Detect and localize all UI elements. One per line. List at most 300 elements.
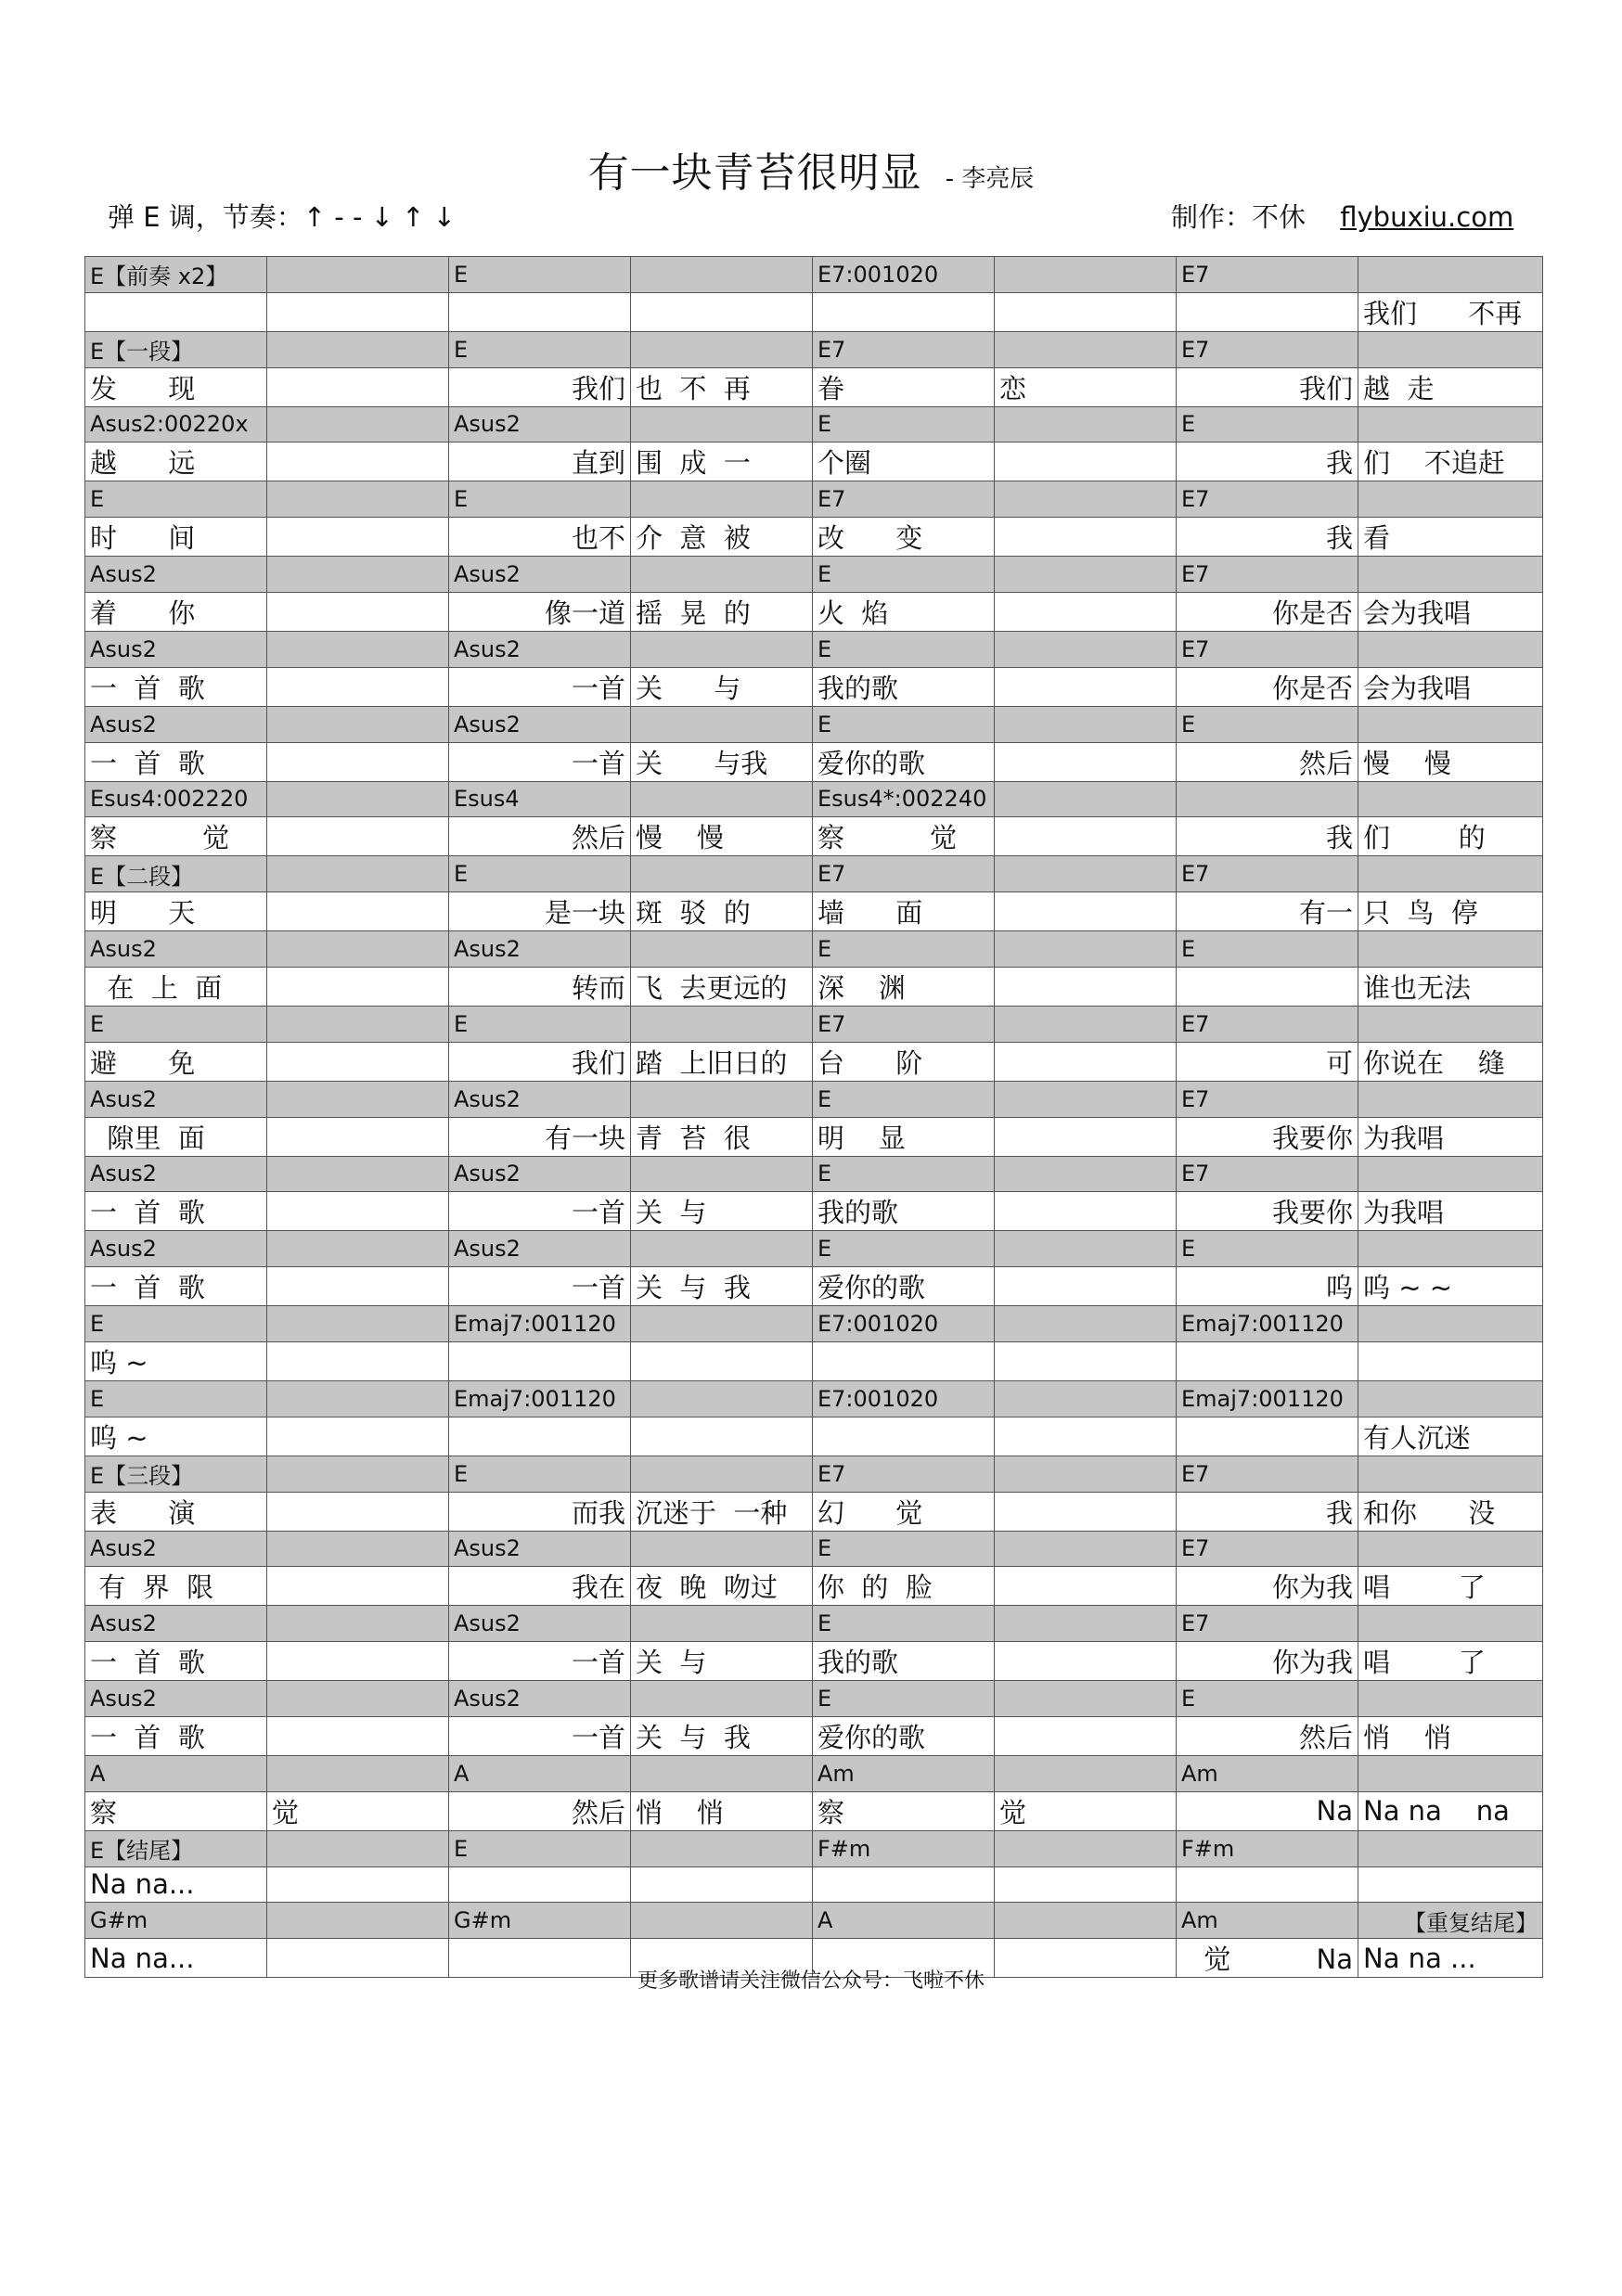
chord-cell bbox=[995, 631, 1177, 667]
lyric-cell: 火 焰 bbox=[813, 592, 995, 631]
chord-row bbox=[85, 856, 1543, 892]
lyric-cell: 避 免 bbox=[85, 1042, 267, 1081]
chord-cell bbox=[1358, 631, 1543, 667]
lyric-cell: 我们 bbox=[449, 367, 631, 406]
lyric-row bbox=[85, 1042, 1543, 1081]
chord-cell: G#m bbox=[449, 1903, 631, 1939]
lyric-cell: 可 bbox=[1177, 1042, 1358, 1081]
chord-row bbox=[85, 1156, 1543, 1192]
chord-cell: Asus2 bbox=[449, 406, 631, 443]
lyric-cell: 我 bbox=[1177, 518, 1358, 557]
lyric-cell bbox=[267, 1567, 449, 1606]
chord-cell bbox=[995, 1755, 1177, 1791]
lyric-cell bbox=[1177, 1866, 1358, 1903]
lyric-cell: 时 间 bbox=[85, 518, 267, 557]
lyric-cell bbox=[631, 292, 813, 331]
lyric-row bbox=[85, 1417, 1543, 1456]
lyric-cell: 一 首 歌 bbox=[85, 1716, 267, 1755]
chord-cell bbox=[1358, 706, 1543, 742]
chord-cell: E bbox=[813, 1681, 995, 1717]
chord-cell: E【三段】 bbox=[85, 1456, 267, 1492]
lyric-cell bbox=[267, 667, 449, 706]
lyric-cell bbox=[995, 1866, 1177, 1903]
chord-cell bbox=[995, 257, 1177, 293]
lyric-cell: 唱 了 bbox=[1358, 1567, 1543, 1606]
lyric-cell bbox=[267, 1642, 449, 1681]
chord-cell: E bbox=[813, 557, 995, 593]
chord-cell: E bbox=[1177, 1231, 1358, 1267]
lyric-cell: 我们 不再 bbox=[1358, 292, 1543, 331]
lyric-cell: 深 渊 bbox=[813, 967, 995, 1006]
chord-cell bbox=[1177, 781, 1358, 817]
key-rhythm: 弹 E 调，节奏：↑ - - ↓ ↑ ↓ bbox=[108, 201, 456, 233]
chord-cell: E7 bbox=[813, 331, 995, 367]
chord-cell: E bbox=[449, 1006, 631, 1042]
lyric-cell: 转而 bbox=[449, 967, 631, 1006]
chord-cell bbox=[267, 1006, 449, 1042]
lyric-row bbox=[85, 1642, 1543, 1681]
chord-row bbox=[85, 706, 1543, 742]
lyric-cell: 有人沉迷 bbox=[1358, 1417, 1543, 1456]
lyric-cell bbox=[1177, 1417, 1358, 1456]
lyric-cell bbox=[995, 742, 1177, 781]
lyric-cell: 介 意 被 bbox=[631, 518, 813, 557]
chord-cell: E7 bbox=[1177, 1531, 1358, 1567]
lyric-cell: 也不 bbox=[449, 518, 631, 557]
lyric-cell bbox=[267, 892, 449, 931]
lyric-cell: 然后 bbox=[449, 817, 631, 856]
chord-cell: Asus2 bbox=[85, 1531, 267, 1567]
lyric-cell: 悄 悄 bbox=[631, 1791, 813, 1830]
lyric-cell: 一首 bbox=[449, 742, 631, 781]
chord-cell bbox=[631, 1081, 813, 1117]
lyric-row bbox=[85, 518, 1543, 557]
lyric-row bbox=[85, 367, 1543, 406]
chord-cell bbox=[631, 1456, 813, 1492]
chord-cell bbox=[1358, 406, 1543, 443]
lyric-cell: 我 bbox=[1177, 443, 1358, 481]
lyric-cell: 在 上 面 bbox=[85, 967, 267, 1006]
chord-cell bbox=[267, 1231, 449, 1267]
lyric-cell: 呜 ~ bbox=[85, 1417, 267, 1456]
chord-row bbox=[85, 1380, 1543, 1417]
lyric-cell bbox=[813, 1341, 995, 1380]
chord-row bbox=[85, 1081, 1543, 1117]
lyric-cell bbox=[995, 1341, 1177, 1380]
lyric-cell: 着 你 bbox=[85, 592, 267, 631]
chord-row bbox=[85, 557, 1543, 593]
chord-cell: E bbox=[813, 706, 995, 742]
chord-cell bbox=[1358, 856, 1543, 892]
lyric-cell: 台 阶 bbox=[813, 1042, 995, 1081]
lyric-cell bbox=[267, 1267, 449, 1306]
lyric-cell: 有一块 bbox=[449, 1117, 631, 1156]
chord-row bbox=[85, 1006, 1543, 1042]
chord-row bbox=[85, 1830, 1543, 1866]
chord-cell: E7 bbox=[1177, 1006, 1358, 1042]
lyric-cell: 关 与 bbox=[631, 1642, 813, 1681]
chord-cell: E bbox=[1177, 406, 1358, 443]
chord-cell bbox=[1358, 1456, 1543, 1492]
chord-cell: E【前奏 x2】 bbox=[85, 257, 267, 293]
chord-cell: E【二段】 bbox=[85, 856, 267, 892]
chord-cell bbox=[267, 781, 449, 817]
lyric-cell: 们 的 bbox=[1358, 817, 1543, 856]
chord-cell: E7 bbox=[1177, 1081, 1358, 1117]
lyric-cell bbox=[995, 518, 1177, 557]
chord-row bbox=[85, 1306, 1543, 1342]
chord-cell bbox=[1358, 331, 1543, 367]
lyric-cell: 觉 bbox=[995, 1791, 1177, 1830]
chord-cell bbox=[267, 631, 449, 667]
lyric-cell: 然后 bbox=[449, 1791, 631, 1830]
lyric-cell: 明 显 bbox=[813, 1117, 995, 1156]
lyric-cell bbox=[995, 1716, 1177, 1755]
chord-cell bbox=[631, 557, 813, 593]
lyric-cell bbox=[267, 1192, 449, 1231]
chord-cell bbox=[267, 1903, 449, 1939]
lyric-cell bbox=[1177, 1341, 1358, 1380]
lyric-cell bbox=[631, 1866, 813, 1903]
chord-row bbox=[85, 631, 1543, 667]
chord-cell: Asus2 bbox=[85, 931, 267, 968]
chord-cell: E7:001020 bbox=[813, 1306, 995, 1342]
lyric-cell bbox=[267, 1117, 449, 1156]
lyric-cell: 一 首 歌 bbox=[85, 742, 267, 781]
chord-cell: Asus2 bbox=[449, 1606, 631, 1642]
lyric-cell bbox=[449, 1417, 631, 1456]
website-link[interactable]: flybuxiu.com bbox=[1340, 201, 1514, 233]
chord-cell bbox=[1358, 1081, 1543, 1117]
lyric-cell: 青 苔 很 bbox=[631, 1117, 813, 1156]
lyric-cell: 幻 觉 bbox=[813, 1492, 995, 1531]
lyric-cell: 然后 bbox=[1177, 742, 1358, 781]
chord-row bbox=[85, 1456, 1543, 1492]
lyric-cell bbox=[995, 1042, 1177, 1081]
chord-cell: E bbox=[449, 1456, 631, 1492]
chord-cell: Am bbox=[813, 1755, 995, 1791]
chord-cell: E7 bbox=[813, 856, 995, 892]
chord-cell: Asus2 bbox=[85, 557, 267, 593]
lyric-cell bbox=[267, 1492, 449, 1531]
chord-cell: E bbox=[813, 1531, 995, 1567]
lyric-cell: 悄 悄 bbox=[1358, 1716, 1543, 1755]
chord-row bbox=[85, 481, 1543, 518]
lyric-cell: 恋 bbox=[995, 367, 1177, 406]
lyric-cell: 关 与 bbox=[631, 1192, 813, 1231]
lyric-cell bbox=[267, 1042, 449, 1081]
lyric-cell bbox=[449, 1341, 631, 1380]
chord-cell: E bbox=[813, 406, 995, 443]
lyric-cell bbox=[813, 292, 995, 331]
lyric-cell: 关 与 bbox=[631, 667, 813, 706]
chord-cell: Asus2 bbox=[449, 1231, 631, 1267]
chord-cell bbox=[1358, 1531, 1543, 1567]
lyric-cell: 越 远 bbox=[85, 443, 267, 481]
chord-row bbox=[85, 331, 1543, 367]
chord-cell: E7 bbox=[813, 1456, 995, 1492]
lyric-cell: 谁也无法 bbox=[1358, 967, 1543, 1006]
chord-cell: E bbox=[813, 631, 995, 667]
lyric-cell: Na na... bbox=[85, 1866, 267, 1903]
lyric-cell: 察 觉 bbox=[813, 817, 995, 856]
title-block bbox=[0, 139, 1622, 199]
chord-cell: E bbox=[85, 1306, 267, 1342]
chord-cell: E【一段】 bbox=[85, 331, 267, 367]
lyric-row bbox=[85, 1192, 1543, 1231]
chord-cell bbox=[995, 1681, 1177, 1717]
lyric-cell bbox=[1358, 1866, 1543, 1903]
chord-cell bbox=[631, 931, 813, 968]
lyric-cell bbox=[267, 1417, 449, 1456]
chord-cell: E7 bbox=[1177, 631, 1358, 667]
chord-row bbox=[85, 1531, 1543, 1567]
chord-cell: A bbox=[813, 1903, 995, 1939]
lyric-cell: 呜 ~ bbox=[85, 1341, 267, 1380]
lyric-cell: 爱你的歌 bbox=[813, 1716, 995, 1755]
lyric-cell: 有 界 限 bbox=[85, 1567, 267, 1606]
lyric-cell: 爱你的歌 bbox=[813, 742, 995, 781]
chord-cell: E bbox=[449, 331, 631, 367]
chord-cell bbox=[631, 1903, 813, 1939]
chord-cell: E7 bbox=[813, 481, 995, 518]
lyric-row bbox=[85, 292, 1543, 331]
lyric-cell: 我要你 bbox=[1177, 1117, 1358, 1156]
lyric-cell: 越 走 bbox=[1358, 367, 1543, 406]
lyric-cell: 我的歌 bbox=[813, 1192, 995, 1231]
chord-cell bbox=[995, 1606, 1177, 1642]
lyric-cell: 慢 慢 bbox=[1358, 742, 1543, 781]
lyric-cell: 只 鸟 停 bbox=[1358, 892, 1543, 931]
lyric-cell: 关 与我 bbox=[631, 742, 813, 781]
chord-cell bbox=[1358, 1681, 1543, 1717]
lyric-cell: 关 与 我 bbox=[631, 1716, 813, 1755]
chord-cell: Asus2 bbox=[449, 706, 631, 742]
chord-cell: Emaj7:001120 bbox=[449, 1306, 631, 1342]
chord-cell bbox=[631, 481, 813, 518]
lyric-cell: 你是否 bbox=[1177, 667, 1358, 706]
lyric-cell: 你是否 bbox=[1177, 592, 1358, 631]
chord-cell bbox=[267, 1830, 449, 1866]
lyric-cell: 呜 bbox=[1177, 1267, 1358, 1306]
chord-cell bbox=[1358, 1830, 1543, 1866]
chord-cell bbox=[267, 1306, 449, 1342]
lyric-cell: 沉迷于 一种 bbox=[631, 1492, 813, 1531]
chord-cell: Asus2 bbox=[449, 1156, 631, 1192]
chord-cell: E7 bbox=[1177, 481, 1358, 518]
chord-cell bbox=[267, 331, 449, 367]
lyric-row bbox=[85, 1117, 1543, 1156]
lyric-cell bbox=[995, 592, 1177, 631]
chord-cell: E bbox=[449, 481, 631, 518]
chord-cell: Esus4:002220 bbox=[85, 781, 267, 817]
chord-cell bbox=[995, 1006, 1177, 1042]
chord-cell bbox=[631, 1681, 813, 1717]
chord-cell bbox=[267, 481, 449, 518]
lyric-cell: 墙 面 bbox=[813, 892, 995, 931]
chord-cell: Asus2 bbox=[85, 1231, 267, 1267]
lyric-cell: 会为我唱 bbox=[1358, 667, 1543, 706]
chord-cell: E7 bbox=[1177, 1456, 1358, 1492]
lyric-cell: 一 首 歌 bbox=[85, 1192, 267, 1231]
chord-cell bbox=[995, 1456, 1177, 1492]
lyric-cell bbox=[1177, 292, 1358, 331]
chord-row bbox=[85, 1755, 1543, 1791]
chord-cell bbox=[631, 406, 813, 443]
chord-cell bbox=[631, 331, 813, 367]
chord-cell bbox=[995, 481, 1177, 518]
chord-cell bbox=[267, 1456, 449, 1492]
chord-cell bbox=[267, 856, 449, 892]
chord-cell: Asus2 bbox=[449, 1081, 631, 1117]
chord-cell bbox=[631, 1231, 813, 1267]
lyric-cell: 有一 bbox=[1177, 892, 1358, 931]
lyric-row bbox=[85, 592, 1543, 631]
lyric-cell bbox=[267, 1341, 449, 1380]
chord-cell bbox=[995, 706, 1177, 742]
chord-cell bbox=[267, 557, 449, 593]
chord-cell bbox=[1358, 781, 1543, 817]
author-info bbox=[1171, 197, 1513, 235]
chord-cell: E7 bbox=[1177, 257, 1358, 293]
lyric-cell bbox=[449, 1866, 631, 1903]
lyric-cell: 我要你 bbox=[1177, 1192, 1358, 1231]
chord-cell bbox=[995, 781, 1177, 817]
chord-cell: E bbox=[449, 257, 631, 293]
lyric-cell: 眷 bbox=[813, 367, 995, 406]
song-title: 有一块青苔很明显 bbox=[587, 149, 922, 197]
chord-cell bbox=[631, 1306, 813, 1342]
chord-cell: E bbox=[85, 1006, 267, 1042]
artist-name: - 李亮辰 bbox=[945, 165, 1035, 193]
chord-cell: E bbox=[813, 1606, 995, 1642]
chord-cell bbox=[631, 1606, 813, 1642]
lyric-cell bbox=[267, 518, 449, 557]
lyric-row bbox=[85, 1866, 1543, 1903]
chord-cell bbox=[995, 1156, 1177, 1192]
lyric-cell: 像一道 bbox=[449, 592, 631, 631]
chord-cell: Am bbox=[1177, 1755, 1358, 1791]
lyric-cell: 我在 bbox=[449, 1567, 631, 1606]
lyric-row bbox=[85, 1716, 1543, 1755]
lyric-cell bbox=[267, 292, 449, 331]
lyric-cell bbox=[995, 1267, 1177, 1306]
chord-cell bbox=[995, 557, 1177, 593]
chord-cell: E bbox=[449, 1830, 631, 1866]
chord-cell: Asus2 bbox=[85, 1606, 267, 1642]
lyric-row bbox=[85, 742, 1543, 781]
chord-cell: Asus2 bbox=[85, 1681, 267, 1717]
chord-cell: Asus2 bbox=[85, 706, 267, 742]
lyric-cell: 直到 bbox=[449, 443, 631, 481]
lyric-cell: 们 不追赶 bbox=[1358, 443, 1543, 481]
lyric-cell bbox=[995, 1567, 1177, 1606]
lyric-cell: 一首 bbox=[449, 1716, 631, 1755]
lyric-cell bbox=[995, 1642, 1177, 1681]
chord-cell bbox=[267, 1681, 449, 1717]
chord-cell bbox=[631, 631, 813, 667]
lyric-cell: 呜 ~ ~ bbox=[1358, 1267, 1543, 1306]
lyric-cell: 察 bbox=[85, 1791, 267, 1830]
chord-cell: Asus2 bbox=[85, 1081, 267, 1117]
chord-cell bbox=[1358, 1156, 1543, 1192]
chord-cell: G#m bbox=[85, 1903, 267, 1939]
lyric-cell bbox=[1358, 1341, 1543, 1380]
chord-cell bbox=[631, 706, 813, 742]
lyric-cell: Na bbox=[1177, 1791, 1358, 1830]
chord-cell bbox=[267, 1531, 449, 1567]
chord-cell bbox=[995, 1531, 1177, 1567]
chord-cell: E bbox=[813, 1231, 995, 1267]
chord-cell: E bbox=[1177, 706, 1358, 742]
chord-cell bbox=[631, 1531, 813, 1567]
lyric-cell bbox=[995, 443, 1177, 481]
chord-cell bbox=[995, 856, 1177, 892]
chord-cell: E7 bbox=[1177, 856, 1358, 892]
chord-cell bbox=[631, 856, 813, 892]
chord-cell bbox=[1358, 931, 1543, 968]
lyric-cell bbox=[995, 1117, 1177, 1156]
lyric-cell: 发 现 bbox=[85, 367, 267, 406]
chord-cell bbox=[995, 1830, 1177, 1866]
chord-row bbox=[85, 1231, 1543, 1267]
chord-cell bbox=[631, 1380, 813, 1417]
chord-row bbox=[85, 257, 1543, 293]
chord-cell bbox=[1358, 1606, 1543, 1642]
chord-cell: Asus2 bbox=[449, 631, 631, 667]
chord-cell: E7:001020 bbox=[813, 1380, 995, 1417]
chord-cell: E bbox=[813, 931, 995, 968]
chord-cell: Emaj7:001120 bbox=[1177, 1380, 1358, 1417]
chord-cell: Am bbox=[1177, 1903, 1358, 1939]
lyric-cell bbox=[995, 1192, 1177, 1231]
chord-cell: F#m bbox=[813, 1830, 995, 1866]
lyric-cell: 我的歌 bbox=[813, 1642, 995, 1681]
lyric-cell: 明 天 bbox=[85, 892, 267, 931]
lyric-cell: 我 bbox=[1177, 817, 1358, 856]
chord-cell bbox=[631, 1006, 813, 1042]
lyric-cell: 围 成 一 bbox=[631, 443, 813, 481]
chord-cell: Emaj7:001120 bbox=[1177, 1306, 1358, 1342]
lyric-row bbox=[85, 667, 1543, 706]
chord-cell: Asus2 bbox=[85, 631, 267, 667]
chord-cell: Asus2 bbox=[85, 1156, 267, 1192]
chord-cell bbox=[995, 331, 1177, 367]
lyric-cell: 一 首 歌 bbox=[85, 1642, 267, 1681]
lyric-row bbox=[85, 967, 1543, 1006]
lyric-cell: 我们 bbox=[449, 1042, 631, 1081]
lyric-cell: 你说在 缝 bbox=[1358, 1042, 1543, 1081]
lyric-row bbox=[85, 1791, 1543, 1830]
chord-row bbox=[85, 1606, 1543, 1642]
chord-cell bbox=[267, 406, 449, 443]
lyric-cell: 一首 bbox=[449, 667, 631, 706]
lyric-cell: 我 bbox=[1177, 1492, 1358, 1531]
chord-cell: Esus4*:002240 bbox=[813, 781, 995, 817]
lyric-cell bbox=[995, 817, 1177, 856]
lyric-cell bbox=[267, 592, 449, 631]
lyric-cell: Na na... bbox=[85, 1939, 267, 1978]
lyric-cell bbox=[267, 1716, 449, 1755]
chord-sheet bbox=[84, 256, 1543, 1978]
chord-cell bbox=[1358, 1755, 1543, 1791]
chord-cell bbox=[631, 1156, 813, 1192]
chord-cell bbox=[631, 1830, 813, 1866]
chord-cell bbox=[995, 1903, 1177, 1939]
chord-cell: 【重复结尾】 bbox=[1358, 1903, 1543, 1939]
lyric-cell: 改 变 bbox=[813, 518, 995, 557]
chord-cell bbox=[995, 1380, 1177, 1417]
